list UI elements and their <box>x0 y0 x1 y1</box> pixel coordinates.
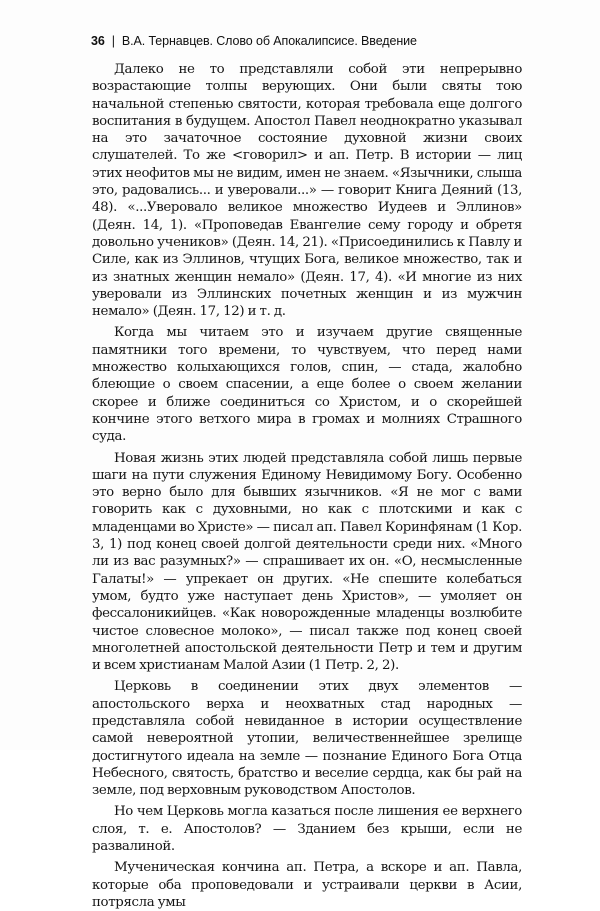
header-separator: | <box>111 34 115 48</box>
body-text <box>92 61 522 911</box>
paragraph-4: Церковь в соединении этих двух элементов — апостольского верха и неохватных стад народных — представляла собой невиданное в истории осуществление самой невероятной утопии, величественнейшее зрелище достигнутого идеала на земле — познание Единого Бога Отца Небесного, святость, братство и веселие сердца, как бы рай на земле, под верховным руководством Апостолов. <box>92 679 522 799</box>
page-number: 36 <box>91 34 105 48</box>
running-header <box>91 34 417 48</box>
paragraph-6: Мученическая кончина ап. Петра, а вскоре и ап. Павла, которые оба проповедовали и устраивали церкви в Асии, потрясла умы <box>92 860 522 910</box>
running-title: В.А. Тернавцев. Слово об Апокалипсисе. Введение <box>121 34 417 48</box>
paragraph-2: Когда мы читаем это и изучаем другие священные памятники того времени, то чувствуем, что перед нами множество колыхающихся голов, спин, — стада, жалобно блеющие о своем спасении, а еще более о своем желании скорее и ближе соединиться со Христом, и о скорейшей кончине этого ветхого мира в громах и молниях Страшного суда. <box>92 325 522 445</box>
paragraph-5: Но чем Церковь могла казаться после лишения ее верхнего слоя, т. е. Апостолов? — Зданием без крыши, если не развалиной. <box>92 804 522 855</box>
paragraph-1: Далеко не то представляли собой эти непрерывно возрастающие толпы верующих. Они были святы тою начальной степенью святости, которая требовала еще долгого воспитания в будущем. Апостол Павел неоднократно указывал на это зачаточное состояние духовной жизни своих слушателей. То же <говорил> и ап. Петр. В истории — лиц этих неофитов мы не видим, имен не знаем. «Язычники, слыша это, радовались... и уверовали...» — говорит Книга Деяний (13, 48). «...Уверовало великое множество Иудеев и Эллинов» (Деян. 14, 1). «Проповедав Евангелие сему городу и обретя довольно учеников» (Деян. 14, 21). «Присоединились к Павлу и Силе, как из Эллинов, чтущих Бога, великое множество, так и из знатных женщин немало» (Деян. 17, 4). «И многие из них уверовали из Эллинских почетных женщин и из мужчин немало» (Деян. 17, 12) и т. д. <box>92 62 522 320</box>
paragraph-3: Новая жизнь этих людей представляла собой лишь первые шаги на пути служения Единому Невидимому Богу. Особенно это верно было для бывших язычников. «Я не мог с вами говорить как с духовными, но как с плотскими и как с младенцами во Христе» — писал ап. Павел Коринфянам (1 Кор. 3, 1) под конец своей долгой деятельности среди них. «Много ли из вас разумных?» — спрашивает их он. «О, несмысленные Галаты!» — упрекает он других. «Не спешите колебаться умом, будто уже наступает день Христов», — умоляет он фессалоникийцев. «Как новорожденные младенцы возлюбите чистое словесное молоко», — писал также под конец своей многолетней апостольской деятельности Петр и тем и другим и всем христианам Малой Азии (1 Петр. 2, 2). <box>92 450 522 674</box>
